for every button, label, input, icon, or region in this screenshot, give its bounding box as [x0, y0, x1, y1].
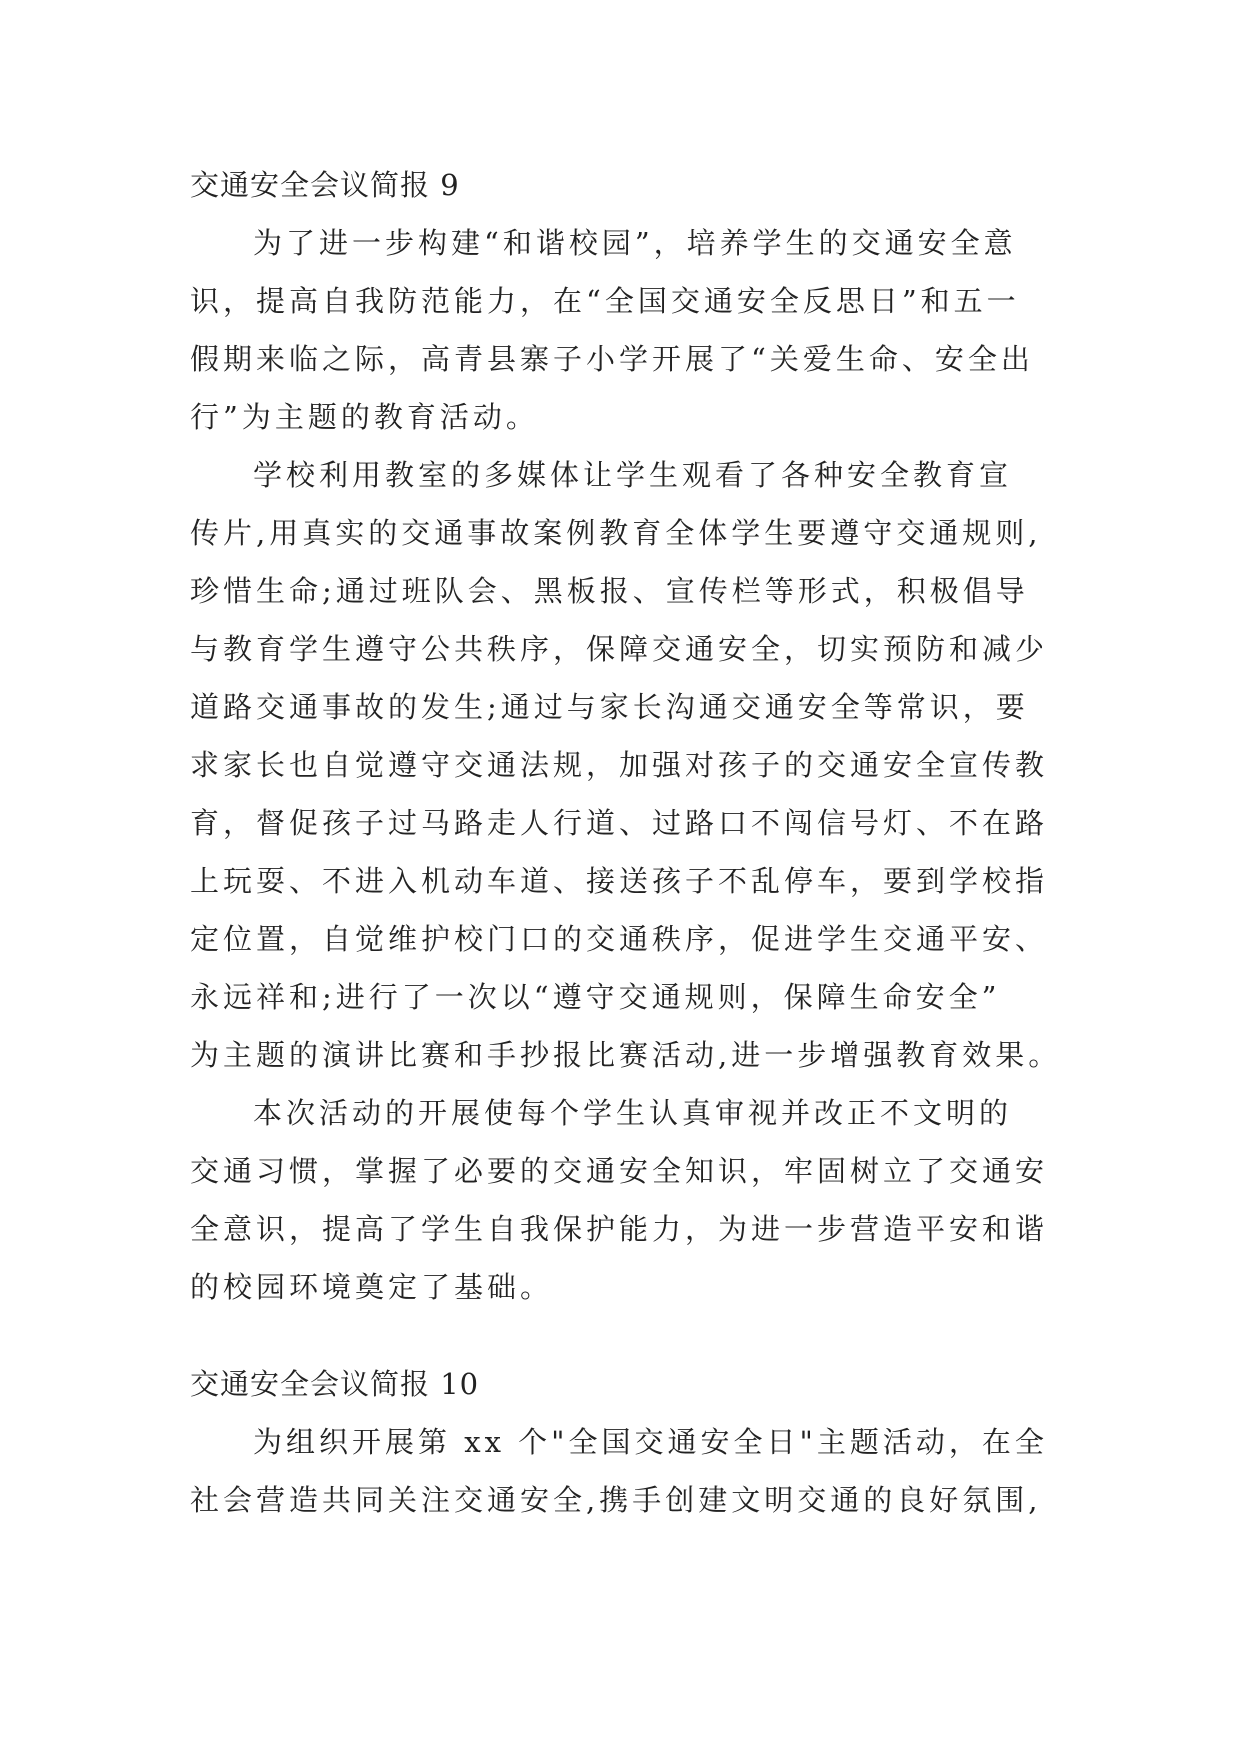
paragraph-line: 定位置，自觉维护校门口的交通秩序，促进学生交通平安、 — [190, 922, 1049, 956]
paragraph-line: 为了进一步构建“和谐校园”，培养学生的交通安全意 — [253, 226, 1017, 260]
paragraph-line: 假期来临之际，高青县寨子小学开展了“关爱生命、安全出 — [190, 342, 1034, 376]
section-heading: 交通安全会议简报 10 — [190, 1367, 480, 1401]
paragraph-line: 交通习惯，掌握了必要的交通安全知识，牢固树立了交通安 — [190, 1154, 1049, 1188]
paragraph-line: 求家长也自觉遵守交通法规，加强对孩子的交通安全宣传教 — [190, 748, 1049, 782]
paragraph-line: 为主题的演讲比赛和手抄报比赛活动,进一步增强教育效果。 — [190, 1038, 1062, 1072]
paragraph-line: 永远祥和;进行了一次以“遵守交通规则，保障生命安全” — [190, 980, 1001, 1014]
paragraph-line: 识，提高自我防范能力，在“全国交通安全反思日”和五一 — [190, 284, 1020, 318]
paragraph-line: 的校园环境奠定了基础。 — [190, 1270, 554, 1304]
paragraph-line: 与教育学生遵守公共秩序，保障交通安全，切实预防和减少 — [190, 632, 1049, 666]
paragraph-line: 行”为主题的教育活动。 — [190, 400, 539, 434]
paragraph-line: 传片,用真实的交通事故案例教育全体学生要遵守交通规则, — [190, 516, 1042, 550]
paragraph-line: 社会营造共同关注交通安全,携手创建文明交通的良好氛围, — [190, 1483, 1042, 1517]
paragraph-line: 为组织开展第 xx 个"全国交通安全日"主题活动，在全 — [253, 1425, 1048, 1459]
paragraph-line: 上玩耍、不进入机动车道、接送孩子不乱停车，要到学校指 — [190, 864, 1049, 898]
paragraph-line: 本次活动的开展使每个学生认真审视并改正不文明的 — [253, 1096, 1013, 1130]
paragraph-line: 育，督促孩子过马路走人行道、过路口不闯信号灯、不在路 — [190, 806, 1049, 840]
paragraph-line: 珍惜生命;通过班队会、黑板报、宣传栏等形式，积极倡导 — [190, 574, 1029, 608]
paragraph-line: 道路交通事故的发生;通过与家长沟通交通安全等常识，要 — [190, 690, 1029, 724]
paragraph-line: 学校利用教室的多媒体让学生观看了各种安全教育宣 — [253, 458, 1013, 492]
paragraph-line: 全意识，提高了学生自我保护能力，为进一步营造平安和谐 — [190, 1212, 1049, 1246]
section-heading: 交通安全会议简报 9 — [190, 168, 460, 202]
